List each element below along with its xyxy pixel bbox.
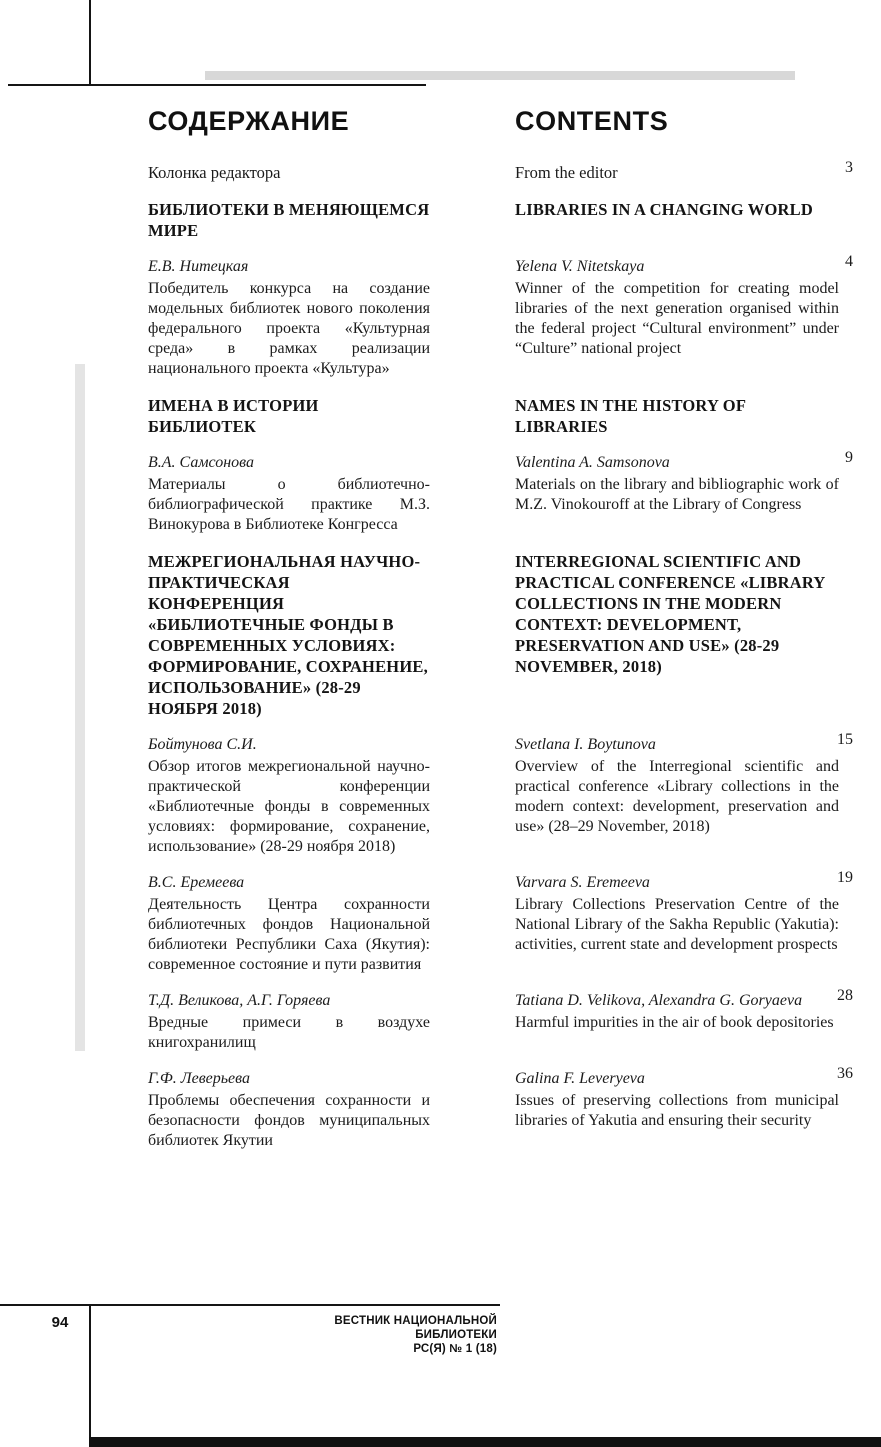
page-number: 3 <box>845 159 853 176</box>
author-ru: В.С. Еремеева <box>148 874 245 891</box>
article-ru <box>148 873 430 975</box>
footer-vertical-rule <box>89 1304 91 1447</box>
bottom-black-bar <box>89 1437 881 1447</box>
toc-article-row <box>148 987 853 1053</box>
article-title-en: Overview of the Interregional scientific and practical conference «Library collections in the modern context: development, preservation and use» (28–29 November, 2018) <box>515 758 839 835</box>
toc-article-row <box>148 253 853 379</box>
article-en <box>515 257 839 379</box>
article-title-en: Harmful impurities in the air of book depositories <box>515 1014 834 1031</box>
page-number: 4 <box>845 253 853 270</box>
top-horizontal-rule <box>8 84 426 86</box>
page-number: 36 <box>837 1065 853 1082</box>
top-gray-bar <box>205 71 795 80</box>
article-title-en: Library Collections Preservation Centre of the National Library of the Sakha Republic (Yakutia): activities, current state and development prospects <box>515 896 839 953</box>
section-heading-ru: БИБЛИОТЕКИ В МЕНЯЮЩЕМСЯ МИРЕ <box>148 200 430 240</box>
article-en <box>515 1069 839 1151</box>
toc-article-row <box>148 869 853 975</box>
section-heading-en: LIBRARIES IN A CHANGING WORLD <box>515 200 813 219</box>
toc-article-row <box>148 1065 853 1151</box>
article-title-ru: Вредные примеси в воздухе книгохранилищ <box>148 1014 430 1051</box>
author-ru: Е.В. Нитецкая <box>148 258 249 275</box>
folio-page-number: 94 <box>51 1314 69 1331</box>
article-en <box>515 453 839 535</box>
author-en: Galina F. Leveryeva <box>515 1070 645 1087</box>
toc-section-row <box>148 551 839 719</box>
author-ru: Т.Д. Великова, А.Г. Горяева <box>148 992 331 1009</box>
article-ru <box>148 257 430 379</box>
article-ru <box>148 735 430 857</box>
article-ru <box>148 453 430 535</box>
page-number: 19 <box>837 869 853 886</box>
top-vertical-rule <box>89 0 91 86</box>
article-en <box>515 735 839 857</box>
section-heading-ru: ИМЕНА В ИСТОРИИ БИБЛИОТЕК <box>148 396 319 436</box>
toc-title-russian: СОДЕРЖАНИЕ <box>148 106 350 136</box>
section-heading-en: INTERREGIONAL SCIENTIFIC AND PRACTICAL CONFERENCE «LIBRARY COLLECTIONS IN THE MODERN CONTEXT: DEVELOPMENT, PRESERVATION AND USE» (28-29 NOVEMBER, 2018) <box>515 552 825 676</box>
article-title-ru: Победитель конкурса на создание модельных библиотек нового поколения федерального проекта «Культурная среда» в рамках реализации национального проекта «Культура» <box>148 280 430 377</box>
author-en: Varvara S. Eremeeva <box>515 874 650 891</box>
section-heading-ru: МЕЖРЕГИОНАЛЬНАЯ НАУЧНО-ПРАКТИЧЕСКАЯ КОНФЕРЕНЦИЯ «БИБЛИОТЕЧНЫЕ ФОНДЫ В СОВРЕМЕННЫХ УСЛОВИЯХ: ФОРМИРОВАНИЕ, СОХРАНЕНИЕ, ИСПОЛЬЗОВАНИЕ» (28-29 НОЯБРЯ 2018) <box>148 552 428 718</box>
article-title-ru: Обзор итогов межрегиональной научно-практической конференции «Библиотечные фонды в современных условиях: формирование, сохранение, использование» (28-29 ноября 2018) <box>148 758 430 855</box>
author-en: Svetlana I. Boytunova <box>515 736 656 753</box>
toc-row-editor <box>148 159 853 183</box>
author-ru: В.А. Самсонова <box>148 454 255 471</box>
author-ru: Бойтунова С.И. <box>148 736 257 753</box>
article-ru <box>148 1069 430 1151</box>
article-en <box>515 991 839 1053</box>
toc-entry-ru: Колонка редактора <box>148 163 281 182</box>
toc-entry-en: From the editor <box>515 163 618 182</box>
journal-imprint-line1: ВЕСТНИК НАЦИОНАЛЬНОЙ <box>334 1315 497 1327</box>
article-en <box>515 873 839 975</box>
toc-article-row <box>148 731 853 857</box>
page-number: 28 <box>837 987 853 1004</box>
article-title-en: Issues of preserving collections from municipal libraries of Yakutia and ensuring their security <box>515 1092 839 1129</box>
article-title-ru: Материалы о библиотечно-библиографической практике М.З. Винокурова в Библиотеке Конгресса <box>148 476 430 533</box>
footer-horizontal-rule <box>0 1304 500 1306</box>
left-gray-strip <box>75 364 85 1051</box>
article-title-ru: Проблемы обеспечения сохранности и безопасности фондов муниципальных библиотек Якутии <box>148 1092 430 1149</box>
author-en: Tatiana D. Velikova, Alexandra G. Goryaeva <box>515 992 803 1009</box>
author-ru: Г.Ф. Леверьева <box>148 1070 250 1087</box>
toc-article-row <box>148 449 853 535</box>
toc-section-row <box>148 395 839 437</box>
article-ru <box>148 991 430 1053</box>
author-en: Yelena V. Nitetskaya <box>515 258 645 275</box>
journal-imprint-line3: РС(Я) № 1 (18) <box>413 1343 497 1355</box>
article-title-en: Materials on the library and bibliographic work of M.Z. Vinokouroff at the Library of Congress <box>515 476 839 513</box>
toc-header <box>148 106 839 137</box>
table-of-contents <box>148 106 853 1167</box>
toc-title-english: CONTENTS <box>515 106 669 136</box>
section-heading-en: NAMES IN THE HISTORY OF LIBRARIES <box>515 396 746 436</box>
toc-section-row <box>148 199 839 241</box>
author-en: Valentina A. Samsonova <box>515 454 670 471</box>
article-title-en: Winner of the competition for creating model libraries of the next generation organised within the federal project “Cultural environment” under “Culture” national project <box>515 280 839 357</box>
journal-imprint-line2: БИБЛИОТЕКИ <box>415 1329 497 1341</box>
article-title-ru: Деятельность Центра сохранности библиотечных фондов Национальной библиотеки Республики Саха (Якутия): современное состояние и пути развития <box>148 896 430 973</box>
page-number: 15 <box>837 731 853 748</box>
journal-imprint <box>270 1314 497 1356</box>
page-number: 9 <box>845 449 853 466</box>
